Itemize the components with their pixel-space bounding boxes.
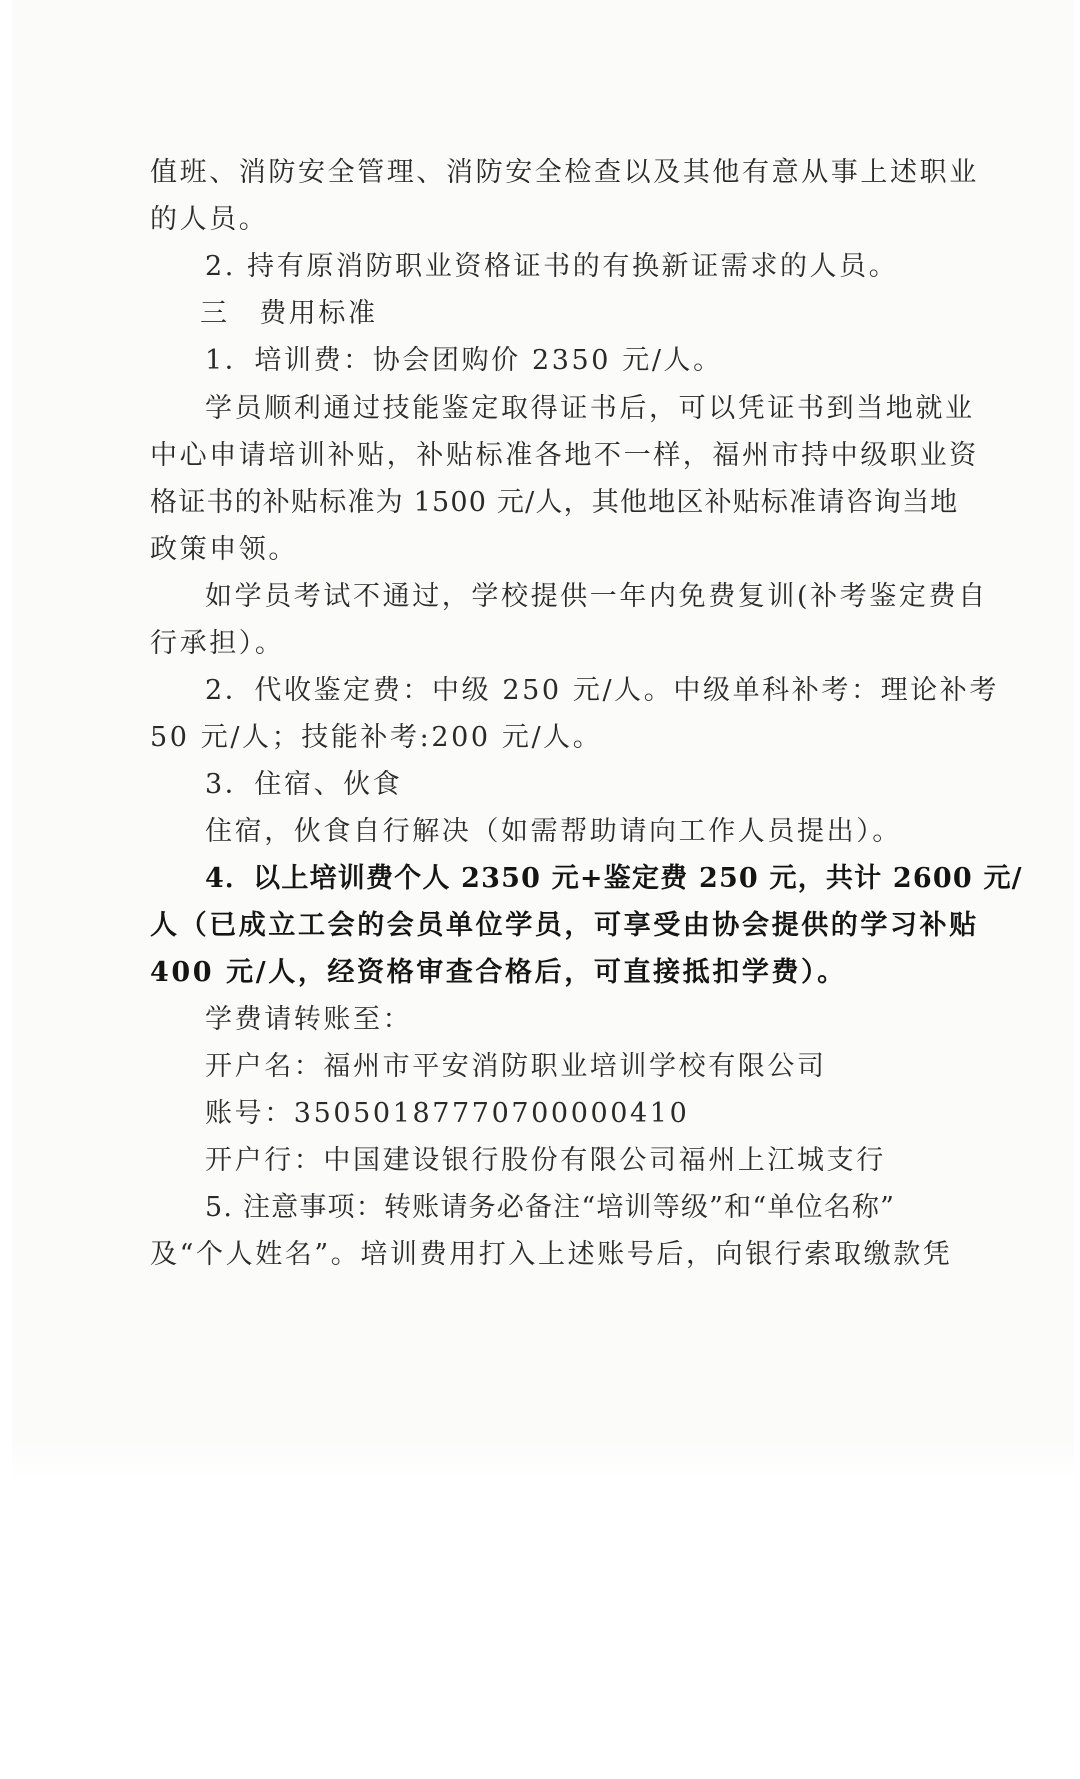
list-item: 1．培训费：协会团购价 2350 元/人。 bbox=[205, 345, 723, 376]
bold-text-line: 人（已成立工会的会员单位学员，可享受由协会提供的学习补贴 bbox=[150, 910, 979, 941]
text-line: 如学员考试不通过，学校提供一年内免费复训(补考鉴定费自 bbox=[205, 581, 988, 612]
text-line: 学员顺利通过技能鉴定取得证书后，可以凭证书到当地就业 bbox=[205, 393, 975, 424]
text-line: 中心申请培训补贴，补贴标准各地不一样，福州市持中级职业资 bbox=[150, 440, 979, 471]
section-heading: 三 费用标准 bbox=[200, 298, 378, 329]
list-item: 5. 注意事项：转账请务必备注“培训等级”和“单位名称” bbox=[205, 1192, 896, 1223]
account-number: 账号：35050187770700000410 bbox=[205, 1098, 690, 1129]
list-item: 3．住宿、伙食 bbox=[205, 769, 403, 800]
text-line: 格证书的补贴标准为 1500 元/人，其他地区补贴标准请咨询当地 bbox=[150, 487, 959, 518]
text-line: 行承担）。 bbox=[150, 628, 285, 659]
scan-bottom-edge bbox=[12, 1440, 1074, 1480]
text-line: 值班、消防安全管理、消防安全检查以及其他有意从事上述职业 bbox=[150, 157, 979, 188]
text-line: 50 元/人；技能补考:200 元/人。 bbox=[150, 722, 603, 753]
text-line: 住宿，伙食自行解决（如需帮助请向工作人员提出）。 bbox=[205, 816, 902, 847]
text-line: 及“个人姓名”。培训费用打入上述账号后，向银行索取缴款凭 bbox=[150, 1239, 953, 1270]
bold-text-line: 4．以上培训费个人 2350 元+鉴定费 250 元，共计 2600 元/ bbox=[205, 863, 1023, 894]
bank-name: 开户行：中国建设银行股份有限公司福州上江城支行 bbox=[205, 1145, 886, 1176]
text-line: 学费请转账至： bbox=[205, 1004, 413, 1035]
text-line: 政策申领。 bbox=[150, 534, 298, 565]
text-line: 的人员。 bbox=[150, 204, 269, 235]
list-item: 2．代收鉴定费：中级 250 元/人。中级单科补考：理论补考 bbox=[205, 675, 999, 706]
account-name: 开户名：福州市平安消防职业培训学校有限公司 bbox=[205, 1051, 827, 1082]
bold-text-line: 400 元/人，经资格审查合格后，可直接抵扣学费）。 bbox=[150, 957, 847, 988]
list-item: 2. 持有原消防职业资格证书的有换新证需求的人员。 bbox=[205, 251, 899, 282]
